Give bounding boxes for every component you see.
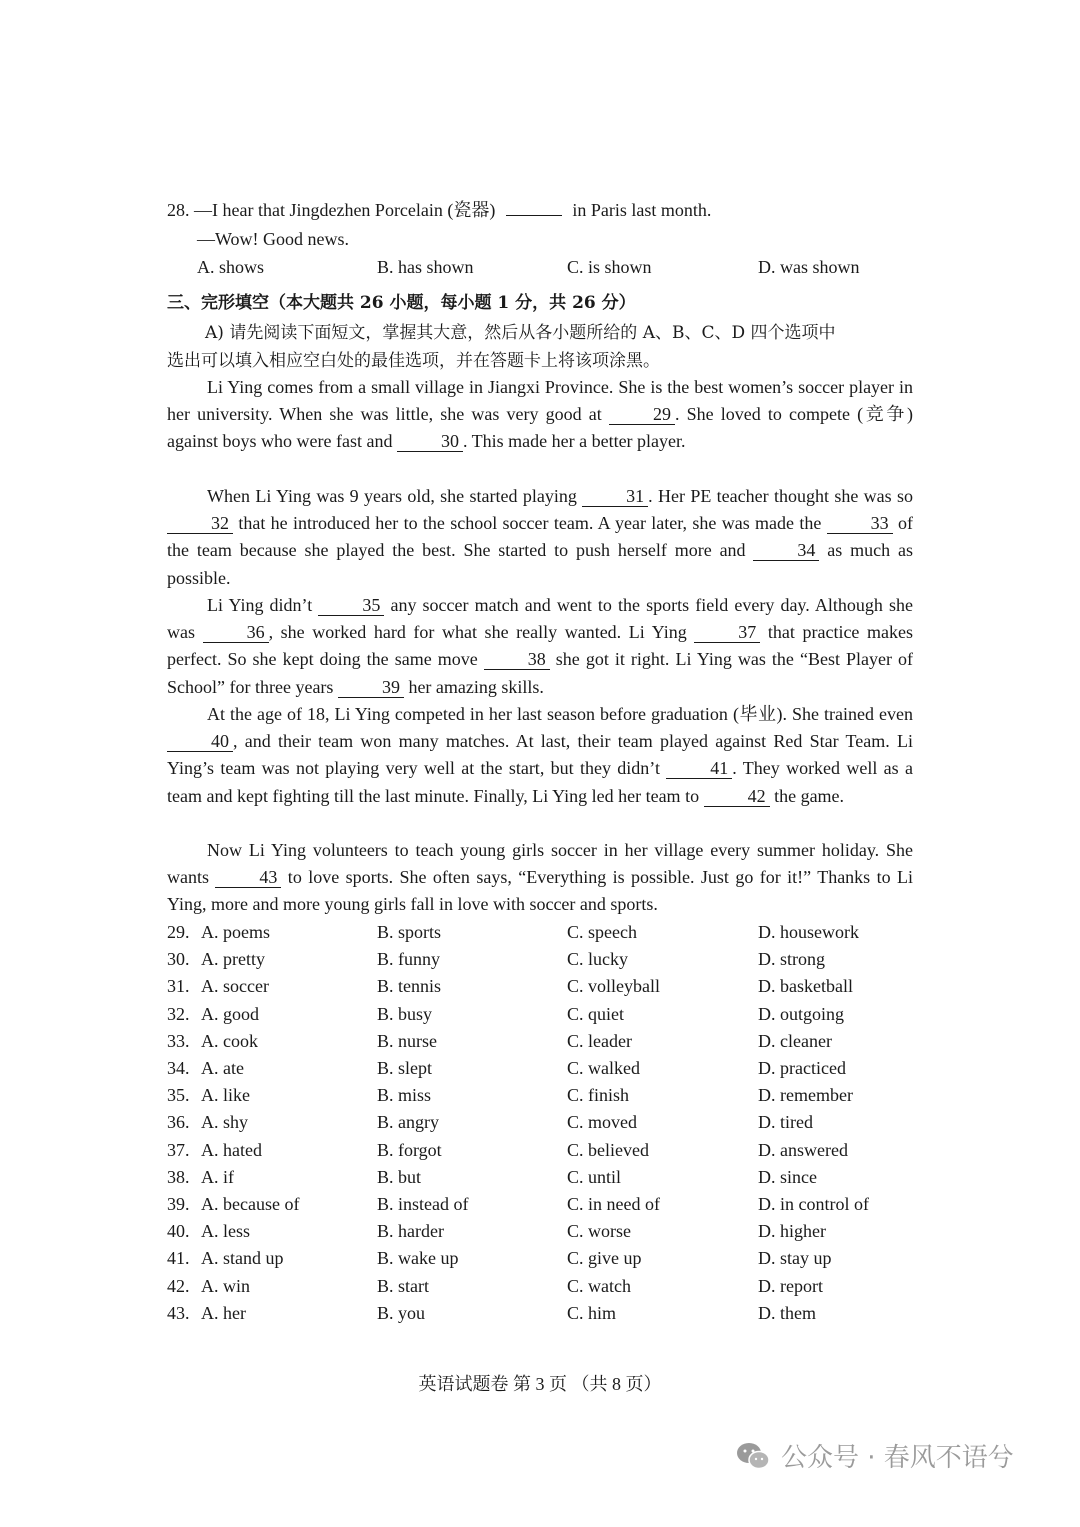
blank-37: 37 <box>694 622 760 643</box>
option-c: C. volleyball <box>567 976 660 997</box>
option-b: B. miss <box>377 1085 432 1106</box>
passage-text: that he introduced her to the school soccer team. A year later, she was made the <box>233 513 827 534</box>
question-28-stem-start: 28. —I hear that Jingdezhen Porcelain (瓷器) <box>167 200 496 220</box>
blank-35: 35 <box>318 595 384 616</box>
question-number: 39. <box>167 1194 190 1214</box>
blank-42: 42 <box>704 786 770 807</box>
passage-text: to love sports. She often says, “Everything is possible. Just go for it!” Thanks to Li Ying, more and more young girls fall in love with soccer and sports. <box>167 867 913 915</box>
instruction-line-1: A) 请先阅读下面短文，掌握其大意，然后从各小题所给的 A、B、C、D 四个选项中 <box>205 323 836 343</box>
question-number: 34. <box>167 1058 190 1078</box>
blank-30: 30 <box>397 431 463 452</box>
option-b: B. nurse <box>377 1030 437 1051</box>
option-b: B. busy <box>377 1003 433 1024</box>
passage-text: . She loved to compete (竞争) against boys who were fast and <box>167 404 913 452</box>
option-c: C. until <box>567 1166 622 1187</box>
passage-text: . They worked well as a team and kept fighting till the last minute. Finally, Li Ying led her team to <box>167 758 913 806</box>
passage-text: as much as possible. <box>167 540 913 588</box>
option-c: C. in need of <box>567 1194 660 1214</box>
option-c: C. worse <box>567 1221 631 1242</box>
blank-29: 29 <box>609 404 675 425</box>
option-a: A. less <box>201 1221 250 1242</box>
option-b: B. tennis <box>377 976 442 997</box>
option-d: D. in control of <box>758 1194 869 1214</box>
passage-text: that practice makes perfect. So she kept doing the same move <box>167 622 913 670</box>
passage-paragraph-1 <box>167 374 913 456</box>
question-number: 32. <box>167 1003 190 1024</box>
passage-text: Li Ying comes from a small village in Jiangxi Province. She is the best women’s soccer player in her university. When she was little, she was very good at <box>167 377 913 425</box>
option-b: B. forgot <box>377 1139 442 1160</box>
option-b: B. but <box>377 1166 422 1187</box>
question-number: 38. <box>167 1166 190 1187</box>
passage-paragraph-5 <box>167 837 913 919</box>
option-d: D. remember <box>758 1085 853 1106</box>
option-b: B. harder <box>377 1221 444 1242</box>
option-a: A. good <box>201 1003 259 1024</box>
blank-43: 43 <box>215 867 281 888</box>
question-28-stem-end: in Paris last month. <box>572 200 712 220</box>
blank-31: 31 <box>582 486 648 507</box>
passage-text: At the age of 18, Li Ying competed in her last season before graduation (毕业). She trained even <box>207 704 913 724</box>
blank-39: 39 <box>338 677 404 698</box>
option-c: C. walked <box>567 1058 640 1078</box>
option-d: D. outgoing <box>758 1003 845 1024</box>
passage-text: of the team because she played the best. She started to push herself more and <box>167 513 913 561</box>
option-c: C. him <box>567 1302 617 1323</box>
option-c: C. give up <box>567 1248 642 1269</box>
option-a: A. stand up <box>201 1248 284 1269</box>
watermark <box>735 1437 1014 1474</box>
passage-text: Now Li Ying volunteers to teach young girls soccer in her village every summer holiday. She wants <box>167 840 913 888</box>
question-28-option-c: C. is shown <box>567 257 652 277</box>
passage-text: . Her PE teacher thought she was so <box>648 486 913 506</box>
question-number: 33. <box>167 1030 190 1051</box>
instruction-line-2: 选出可以填入相应空白处的最佳选项，并在答题卡上将该项涂黑。 <box>167 351 660 371</box>
option-d: D. strong <box>758 949 825 970</box>
passage-paragraph-3 <box>167 592 913 701</box>
option-d: D. tired <box>758 1112 813 1133</box>
option-c: C. leader <box>567 1030 632 1051</box>
question-28-reply: —Wow! Good news. <box>197 229 350 249</box>
option-b: B. angry <box>377 1112 439 1133</box>
passage-text: the game. <box>769 785 845 806</box>
passage-text: When Li Ying was 9 years old, she started playing <box>207 486 583 506</box>
option-d: D. report <box>758 1275 823 1296</box>
option-a: A. ate <box>201 1058 244 1078</box>
question-number: 35. <box>167 1085 190 1106</box>
question-number: 30. <box>167 949 190 970</box>
option-b: B. wake up <box>377 1248 459 1269</box>
option-a: A. because of <box>201 1194 300 1214</box>
option-c: C. believed <box>567 1139 649 1160</box>
question-28-blank <box>506 215 562 216</box>
question-number: 36. <box>167 1112 190 1133</box>
option-b: B. start <box>377 1275 429 1296</box>
blank-34: 34 <box>753 540 819 561</box>
option-b: B. sports <box>377 922 442 942</box>
blank-32: 32 <box>167 513 233 534</box>
option-c: C. moved <box>567 1112 637 1133</box>
blank-36: 36 <box>203 622 269 643</box>
watermark-text: 公众号 · 春风不语兮 <box>781 1443 1014 1473</box>
option-c: C. quiet <box>567 1003 624 1024</box>
question-28-option-a: A. shows <box>197 257 265 277</box>
passage-text: , and their team won many matches. At last, their team played against Red Star Team. Li Ying’s team was not playing very well at the start, but they didn’t <box>167 731 913 779</box>
question-number: 31. <box>167 976 190 997</box>
option-b: B. slept <box>377 1058 433 1078</box>
option-d: D. cleaner <box>758 1030 832 1051</box>
question-28-stem <box>167 199 711 221</box>
option-a: A. her <box>201 1302 246 1323</box>
question-28-option-d: D. was shown <box>758 257 860 277</box>
option-c: C. lucky <box>567 949 628 970</box>
question-number: 43. <box>167 1302 190 1323</box>
option-a: A. shy <box>201 1112 249 1133</box>
section-heading: 三、完形填空（本大题共 26 小题，每小题 1 分，共 26 分） <box>167 293 636 313</box>
wechat-icon <box>735 1441 771 1471</box>
option-a: A. if <box>201 1166 234 1187</box>
option-d: D. answered <box>758 1139 848 1160</box>
option-d: D. higher <box>758 1221 826 1242</box>
option-b: B. instead of <box>377 1194 469 1214</box>
page-footer: 英语试题卷 第 3 页 （共 8 页） <box>418 1374 662 1394</box>
option-d: D. since <box>758 1166 817 1187</box>
option-d: D. basketball <box>758 976 853 997</box>
option-c: C. watch <box>567 1275 631 1296</box>
passage-text: , she worked hard for what she really wanted. Li Ying <box>268 622 695 643</box>
option-d: D. them <box>758 1302 816 1323</box>
option-a: A. poems <box>201 922 270 942</box>
passage-paragraph-4 <box>167 701 913 810</box>
option-a: A. like <box>201 1085 250 1106</box>
blank-40: 40 <box>167 731 233 752</box>
passage-paragraph-2 <box>167 483 913 592</box>
question-number: 40. <box>167 1221 190 1242</box>
passage-text: any soccer match and went to the sports field every day. Although she was <box>167 595 913 643</box>
blank-38: 38 <box>484 649 550 670</box>
blank-41: 41 <box>666 758 732 779</box>
question-number: 41. <box>167 1248 190 1269</box>
option-a: A. cook <box>201 1030 258 1051</box>
option-a: A. pretty <box>201 949 265 970</box>
option-c: C. speech <box>567 922 637 942</box>
passage-text: Li Ying didn’t <box>207 595 319 615</box>
option-d: D. housework <box>758 922 859 942</box>
passage-text: she got it right. Li Ying was the “Best Player of School” for three years <box>167 649 914 697</box>
question-28-option-b: B. has shown <box>377 257 474 277</box>
option-b: B. you <box>377 1302 426 1323</box>
passage-text: her amazing skills. <box>403 676 544 697</box>
option-d: D. practiced <box>758 1058 846 1078</box>
option-c: C. finish <box>567 1085 630 1106</box>
question-number: 42. <box>167 1275 190 1296</box>
option-d: D. stay up <box>758 1248 832 1269</box>
option-a: A. soccer <box>201 976 269 997</box>
option-b: B. funny <box>377 949 440 970</box>
blank-33: 33 <box>827 513 893 534</box>
passage-text: . This made her a better player. <box>462 431 686 452</box>
option-a: A. win <box>201 1275 250 1296</box>
question-number: 37. <box>167 1139 190 1160</box>
question-number: 29. <box>167 922 190 942</box>
option-a: A. hated <box>201 1139 262 1160</box>
